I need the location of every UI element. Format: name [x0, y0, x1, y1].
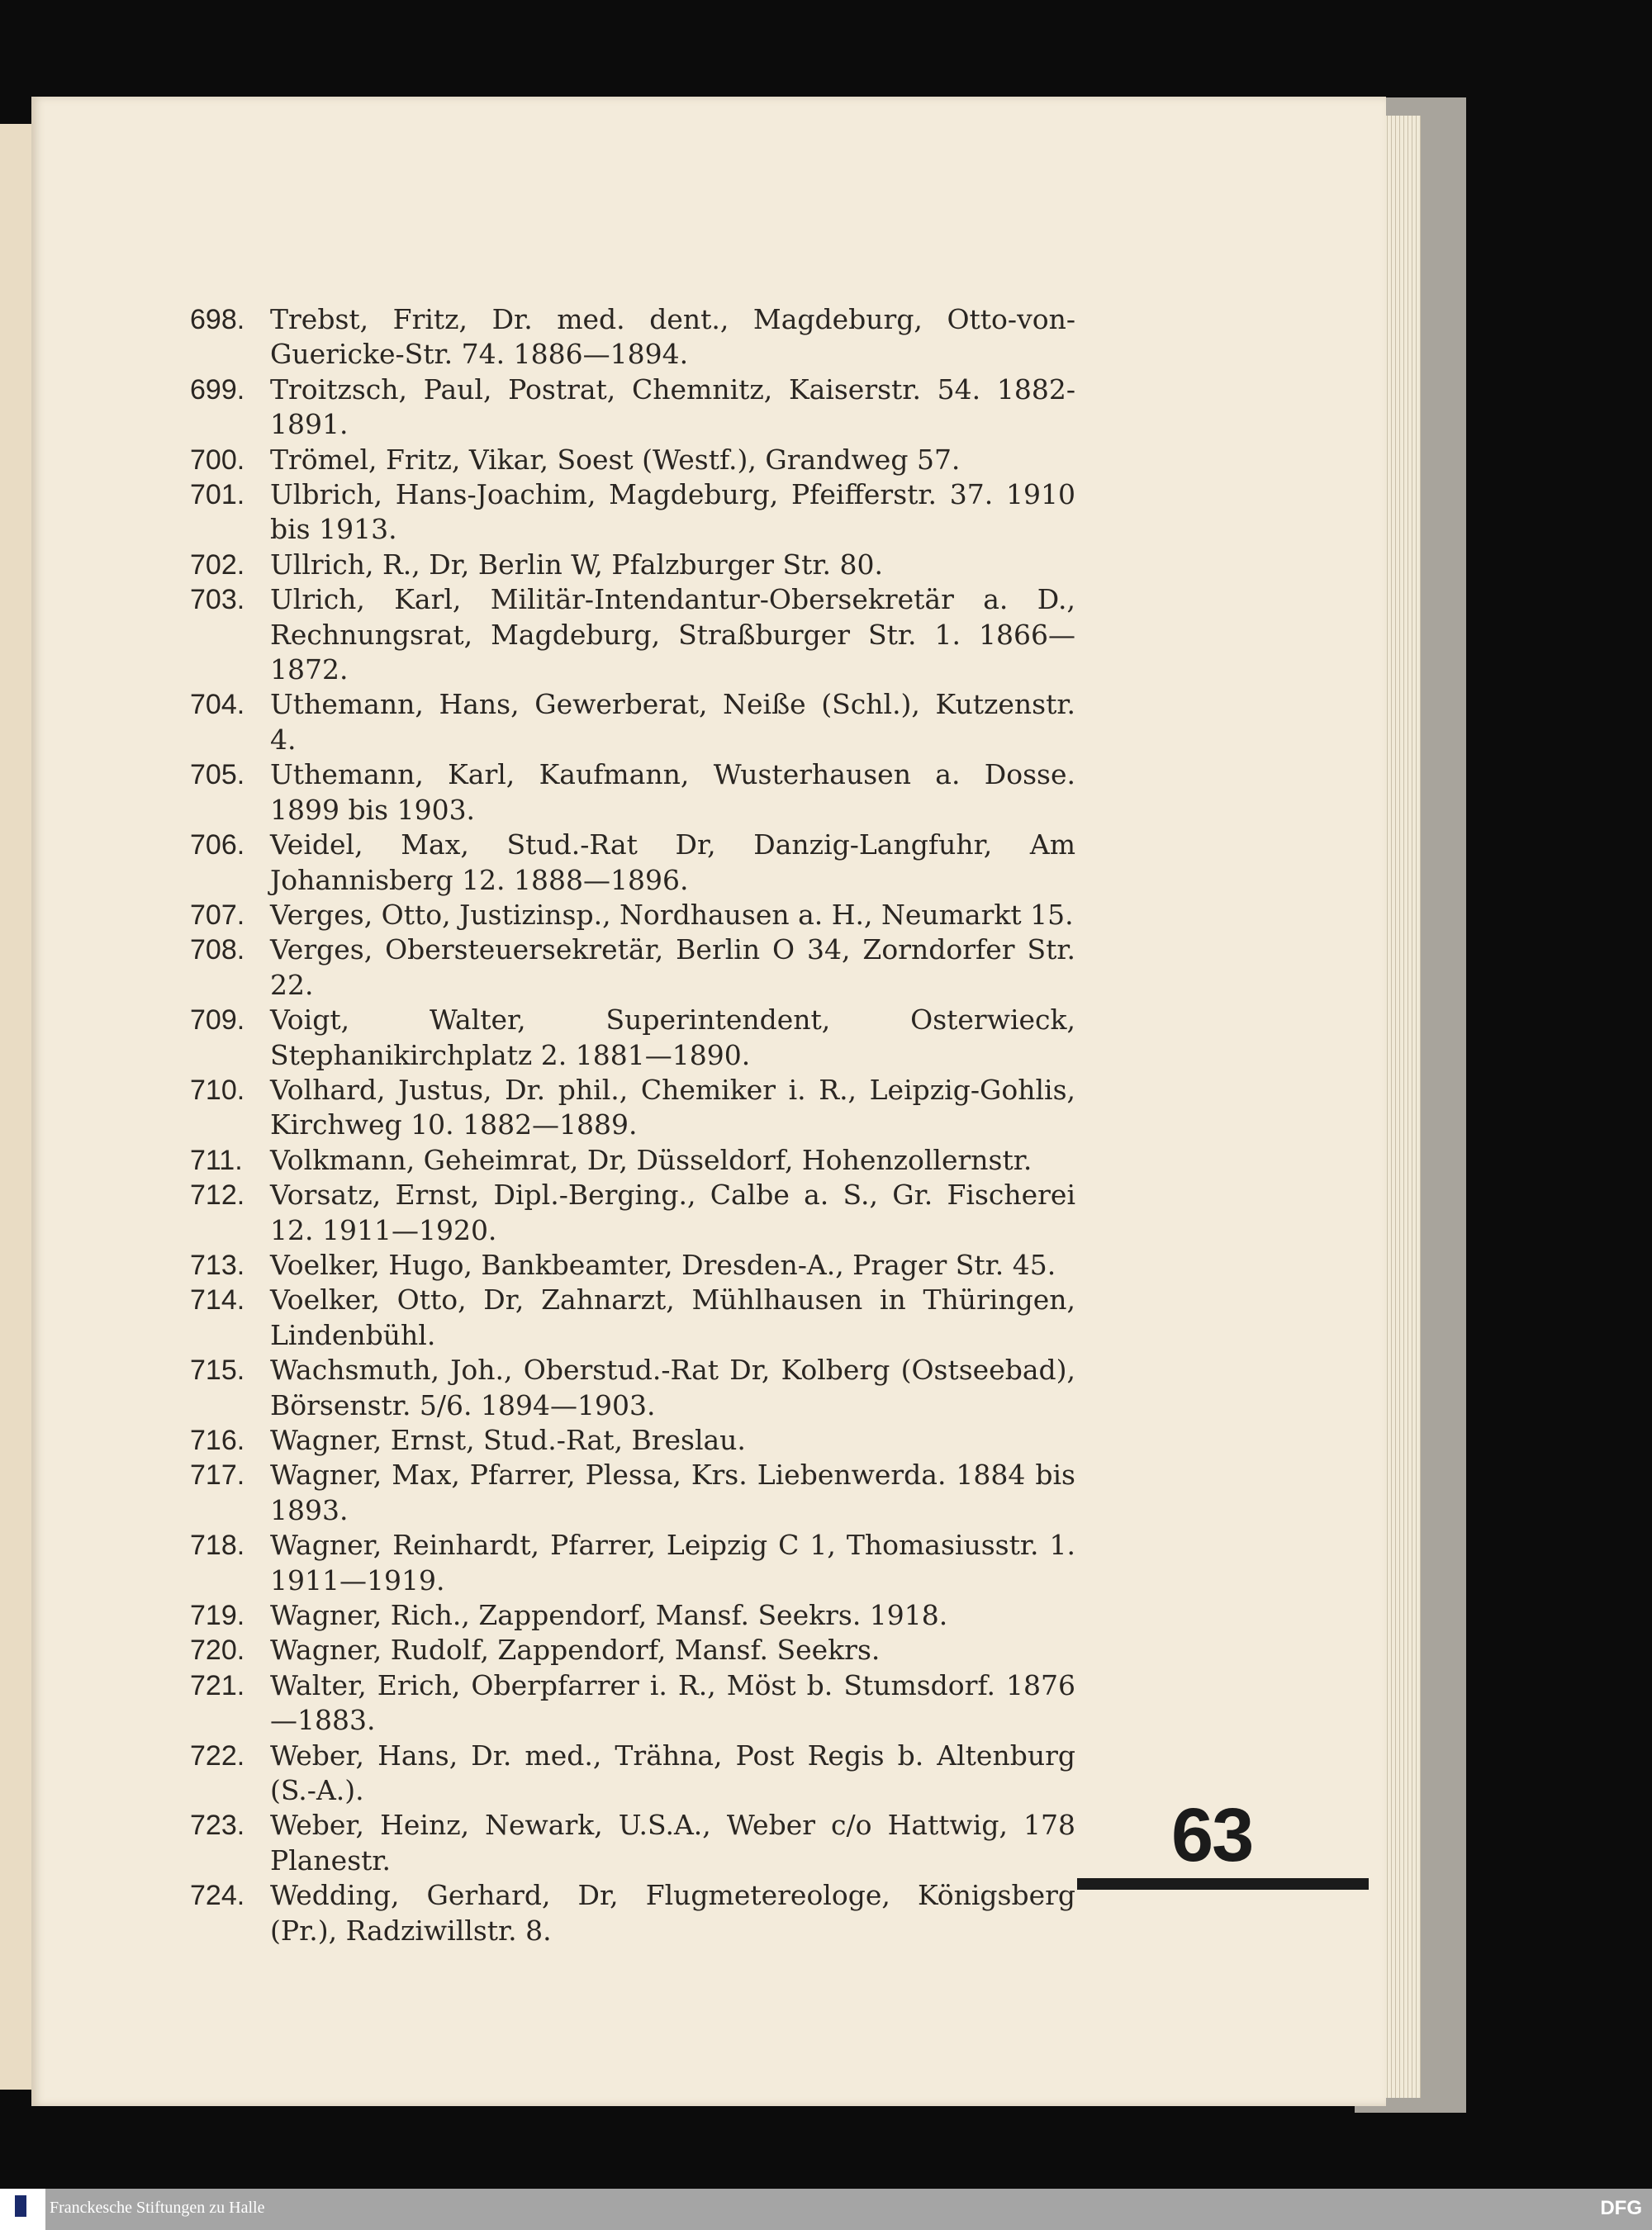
entry — [190, 302, 1075, 372]
entry — [190, 1739, 1075, 1809]
entry — [190, 1353, 1075, 1423]
entry — [190, 1458, 1075, 1528]
entry-text: Voelker, Hugo, Bankbeamter, Dresden-A., Prager Str. 45. — [270, 1248, 1056, 1281]
entry-number: 713. — [190, 1249, 245, 1281]
entry-number: 698. — [190, 304, 245, 335]
entry-number: 714. — [190, 1284, 245, 1317]
entry — [190, 1178, 1075, 1248]
entry — [190, 1668, 1075, 1739]
entry — [190, 582, 1075, 687]
entry-text: Wagner, Reinhardt, Pfarrer, Leipzig C 1, Thomasiusstr. 1. 1911—1919. — [270, 1529, 1075, 1597]
entry-number: 715. — [190, 1355, 245, 1387]
entry-text: Verges, Otto, Justizinsp., Nordhausen a. H., Neumarkt 15. — [270, 898, 1074, 931]
entry-text: Volkmann, Geheimrat, Dr, Düsseldorf, Hohenzollernstr. — [270, 1143, 1032, 1176]
entry — [190, 1073, 1075, 1143]
entry-text: Wagner, Rich., Zappendorf, Mansf. Seekrs. 1918. — [270, 1599, 948, 1632]
entry-number: 700. — [190, 444, 245, 476]
entry-text: Wagner, Rudolf, Zappendorf, Mansf. Seekrs. — [270, 1634, 881, 1667]
entry-number: 724. — [190, 1880, 245, 1912]
entry-number: 721. — [190, 1669, 245, 1701]
entry-number: 712. — [190, 1179, 245, 1212]
entry-text: Uthemann, Karl, Kaufmann, Wusterhausen a. Dosse. 1899 bis 1903. — [270, 758, 1075, 826]
entry-text: Wachsmuth, Joh., Oberstud.-Rat Dr, Kolberg (Ostseebad), Börsenstr. 5/6. 1894—1903. — [270, 1354, 1075, 1421]
institution-logo-icon — [0, 2189, 45, 2230]
entry-number: 702. — [190, 548, 245, 581]
institution-name: Franckesche Stiftungen zu Halle — [50, 2199, 265, 2217]
entry-number: 722. — [190, 1739, 245, 1772]
entry-number: 718. — [190, 1530, 245, 1562]
entry — [190, 932, 1075, 1003]
entry-text: Uthemann, Hans, Gewerberat, Neiße (Schl.), Kutzenstr. 4. — [270, 688, 1075, 756]
entry-text: Ulrich, Karl, Militär-Intendantur-Obersekretär a. D., Rechnungsrat, Magdeburg, Straßburger Str. 1. 1866—1872. — [270, 583, 1075, 686]
footer-bar — [0, 2189, 1652, 2230]
entry-text: Trebst, Fritz, Dr. med. dent., Magdeburg, Otto-von-Guericke-Str. 74. 1886—1894. — [270, 303, 1075, 371]
entry — [190, 1283, 1075, 1353]
entry-number: 709. — [190, 1004, 245, 1037]
entry-number: 707. — [190, 899, 245, 931]
entry — [190, 1003, 1075, 1073]
entry-text: Walter, Erich, Oberpfarrer i. R., Möst b. Stumsdorf. 1876—1883. — [270, 1668, 1075, 1737]
entry-number: 703. — [190, 584, 245, 616]
entry-list — [190, 302, 1075, 1948]
entry — [190, 687, 1075, 757]
entry — [190, 372, 1075, 443]
entry-text: Vorsatz, Ernst, Dipl.-Berging., Calbe a. S., Gr. Fischerei 12. 1911—1920. — [270, 1179, 1075, 1246]
entry — [190, 898, 1075, 932]
entry-number: 706. — [190, 829, 245, 861]
entry-number: 717. — [190, 1459, 245, 1492]
entry-text: Verges, Obersteuersekretär, Berlin O 34, Zorndorfer Str. 22. — [270, 933, 1075, 1001]
entry-number: 699. — [190, 373, 245, 406]
entry-number: 719. — [190, 1600, 245, 1632]
entry — [190, 1248, 1075, 1283]
dfg-logo: DFG — [1600, 2197, 1642, 2219]
entry-number: 723. — [190, 1810, 245, 1842]
entry-number: 720. — [190, 1635, 245, 1667]
entry — [190, 1528, 1075, 1598]
entry — [190, 1633, 1075, 1668]
entry-number: 705. — [190, 759, 245, 791]
entry — [190, 477, 1075, 548]
entry — [190, 548, 1075, 582]
entry-text: Veidel, Max, Stud.-Rat Dr, Danzig-Langfuhr, Am Johannisberg 12. 1888—1896. — [270, 828, 1075, 896]
entry — [190, 757, 1075, 828]
entry-text: Voigt, Walter, Superintendent, Osterwieck, Stephanikirchplatz 2. 1881—1890. — [270, 1004, 1075, 1071]
entry-number: 708. — [190, 934, 245, 966]
entry — [190, 1423, 1075, 1458]
entry-text: Wedding, Gerhard, Dr, Flugmetereologe, Königsberg (Pr.), Radziwillstr. 8. — [270, 1879, 1075, 1947]
entry-number: 701. — [190, 479, 245, 511]
entry-number: 710. — [190, 1074, 245, 1106]
entry-number: 704. — [190, 689, 245, 721]
entry-text: Weber, Hans, Dr. med., Trähna, Post Regis b. Altenburg (S.-A.). — [270, 1739, 1075, 1807]
entry-number: 716. — [190, 1425, 245, 1456]
entry-text: Trömel, Fritz, Vikar, Soest (Westf.), Grandweg 57. — [270, 443, 961, 476]
entry-text: Ullrich, R., Dr, Berlin W, Pfalzburger Str. 80. — [270, 548, 883, 581]
entry-text: Voelker, Otto, Dr, Zahnarzt, Mühlhausen in Thüringen, Lindenbühl. — [270, 1283, 1075, 1351]
entry — [190, 1598, 1075, 1633]
entry-text: Weber, Heinz, Newark, U.S.A., Weber c/o Hattwig, 178 Planestr. — [270, 1809, 1075, 1877]
entry-number: 711. — [190, 1144, 243, 1176]
page-number: 63 — [1171, 1793, 1253, 1877]
entry-text: Troitzsch, Paul, Postrat, Chemnitz, Kaiserstr. 54. 1882-1891. — [270, 372, 1075, 441]
entry-text: Ulbrich, Hans-Joachim, Magdeburg, Pfeifferstr. 37. 1910 bis 1913. — [270, 478, 1075, 546]
entry — [190, 1143, 1075, 1178]
entry — [190, 1808, 1075, 1878]
entry — [190, 1878, 1075, 1948]
entry-text: Volhard, Justus, Dr. phil., Chemiker i. R., Leipzig-Gohlis, Kirchweg 10. 1882—1889. — [270, 1073, 1075, 1141]
entry-text: Wagner, Ernst, Stud.-Rat, Breslau. — [270, 1424, 746, 1456]
entry — [190, 443, 1075, 477]
page-number-rule — [1077, 1878, 1369, 1890]
entry — [190, 828, 1075, 898]
entry-text: Wagner, Max, Pfarrer, Plessa, Krs. Liebenwerda. 1884 bis 1893. — [270, 1459, 1075, 1526]
